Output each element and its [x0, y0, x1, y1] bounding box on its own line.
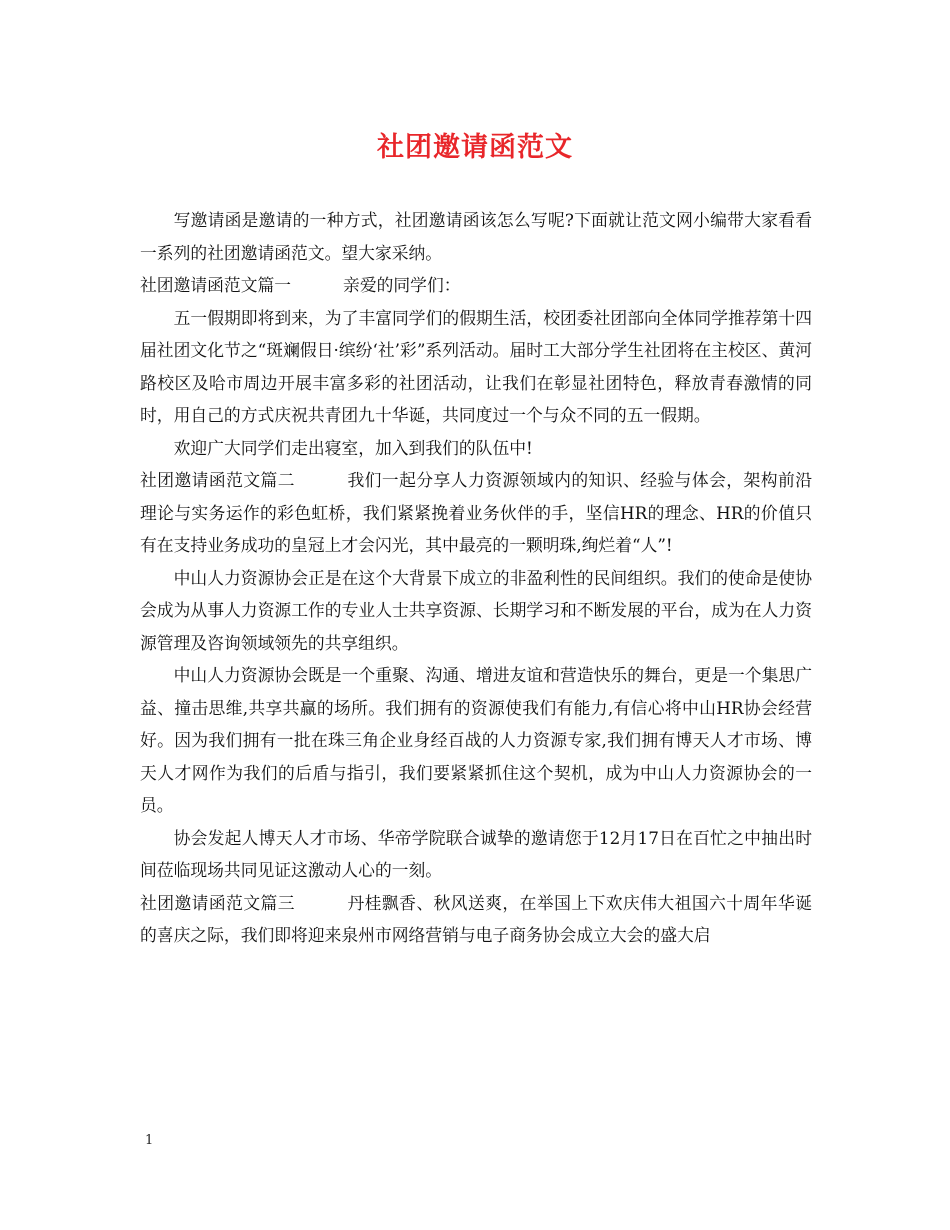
section2-heading-line [140, 464, 812, 562]
section3-lead: 丹桂飘香、秋风送爽，在举国上下欢庆伟大祖国六十周年华诞的喜庆之际，我们即将迎来泉州市网络营销与电子商务协会成立大会的盛大启 [140, 892, 812, 945]
section1-heading-line [140, 269, 812, 302]
page-number: 1 [145, 1133, 154, 1148]
intro-paragraph: 写邀请函是邀请的一种方式，社团邀请函该怎么写呢?下面就让范文网小编带大家看看一系列的社团邀请函范文。望大家采纳。 [140, 210, 812, 263]
section2-paragraph-2: 中山人力资源协会既是一个重聚、沟通、增进友谊和营造快乐的舞台，更是一个集思广益、撞击思维,共享共赢的场所。我们拥有的资源使我们有能力,有信心将中山HR协会经营好。因为我们拥有一批在珠三角企业身经百战的人力资源专家,我们拥有博天人才市场、博天人才网作为我们的后盾与指引，我们要紧紧抓住这个契机，成为中山人力资源协会的一员。 [140, 665, 812, 815]
section2-paragraph-1: 中山人力资源协会正是在这个大背景下成立的非盈利性的民间组织。我们的使命是使协会成为从事人力资源工作的专业人士共享资源、长期学习和不断发展的平台，成为在人力资源管理及咨询领域领先的共享组织。 [140, 567, 812, 653]
section2-heading: 社团邀请函范文篇二 [140, 470, 295, 490]
document-body [140, 204, 812, 952]
section2-lead: 我们一起分享人力资源领域内的知识、经验与体会，架构前沿理论与实务运作的彩色虹桥，我们紧紧挽着业务伙伴的手，坚信HR的理念、HR的价值只有在支持业务成功的皇冠上才会闪光，其中最亮的一颗明珠,绚烂着“人”! [140, 470, 812, 555]
section1-salutation: 亲爱的同学们： [343, 275, 461, 295]
section1-heading: 社团邀请函范文篇一 [140, 275, 292, 295]
section2-paragraph-3: 协会发起人博天人才市场、华帝学院联合诚挚的邀请您于12月17日在百忙之中抽出时间莅临现场共同见证这激动人心的一刻。 [140, 827, 812, 880]
section3-heading-line [140, 887, 812, 952]
document-title: 社团邀请函范文 [377, 132, 573, 163]
section3-heading: 社团邀请函范文篇三 [140, 892, 295, 913]
section1-paragraph-1: 五一假期即将到来，为了丰富同学们的假期生活，校团委社团部向全体同学推荐第十四届社团文化节之“斑斓假日·缤纷‘社’彩”系列活动。届时工大部分学生社团将在主校区、黄河路校区及哈市周边开展丰富多彩的社团活动，让我们在彰显社团特色，释放青春激情的同时，用自己的方式庆祝共青团九十华诞，共同度过一个与众不同的五一假期。 [140, 307, 812, 425]
section1-paragraph-2: 欢迎广大同学们走出寝室，加入到我们的队伍中! [173, 437, 533, 458]
